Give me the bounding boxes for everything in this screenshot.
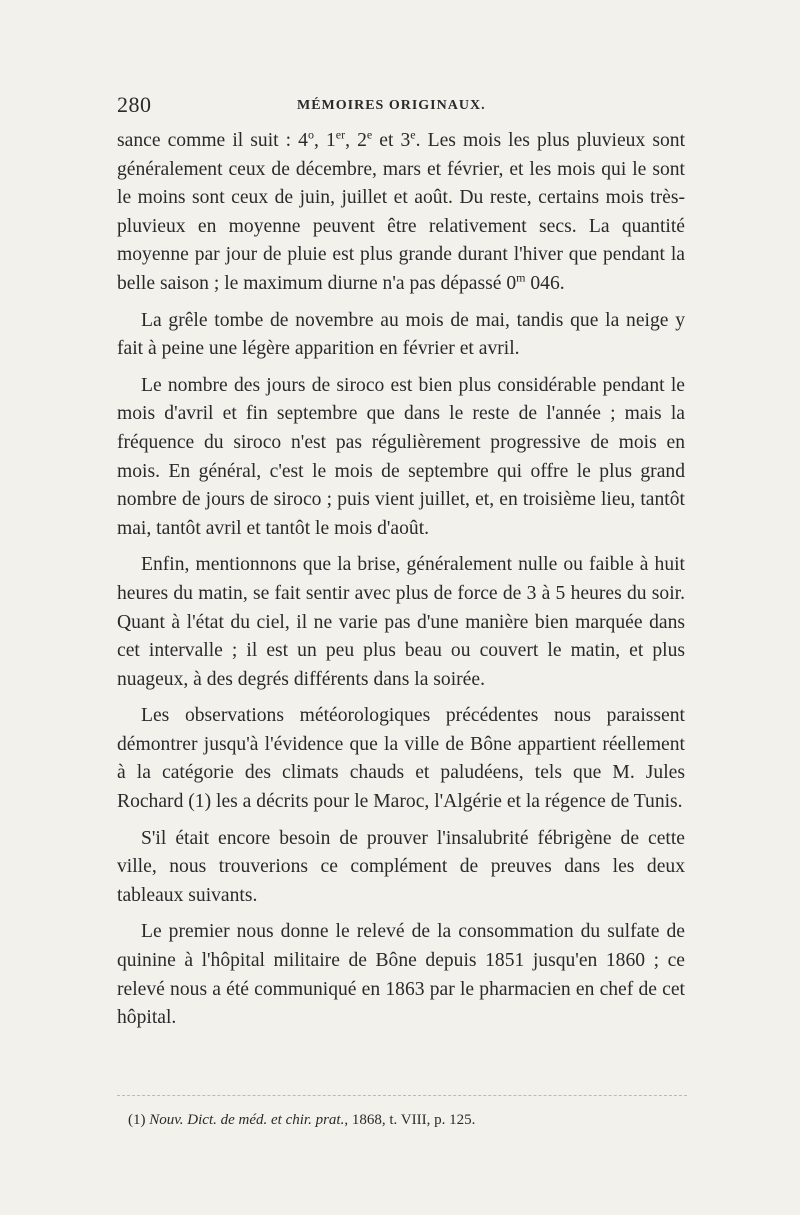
paragraph-breeze: Enfin, mentionnons que la brise, généralement nulle ou faible à huit heures du matin, se fait sentir avec plus de force de 3 à 5 heures du soir. Quant à l'état du ciel, il ne varie pas d'une manière bien marquée dans cet intervalle ; il est un peu plus beau ou couvert le matin, et plus nuageux, à des degrés différents dans la soirée. [117, 554, 685, 690]
text-run: . Les mois les plus pluvieux sont généralement ceux de décembre, mars et février, et les mois qui le sont le moins sont ceux de juin, juillet et août. Du reste, certains mois très-pluvieux en moyenne peuvent être relativement secs. La quantité moyenne par jour de pluie est plus grande durant l'hiver que pendant la belle saison ; le maximum diurne n'a pas dépassé 0 [117, 130, 686, 294]
footnote [128, 1110, 688, 1130]
body-text [117, 127, 685, 1041]
page-header [117, 92, 687, 120]
paragraph-quinine: Le premier nous donne le relevé de la consommation du sulfate de quinine à l'hôpital militaire de Bône depuis 1851 jusqu'en 1860 ; ce relevé nous a été communiqué en 1863 par le pharmacien en chef de cet hôpital. [117, 921, 685, 1029]
superscript: er [335, 127, 346, 142]
paragraph-siroco: Le nombre des jours de siroco est bien plus considérable pendant le mois d'avril et fin septembre que dans le reste de l'année ; mais la fréquence du siroco n'est pas régulièrement progressive de mois en mois. En général, c'est le mois de septembre qui offre le plus grand nombre de jours de siroco ; puis vient juillet, et, en troisième lieu, tantôt mai, tantôt avril et tantôt le mois d'août. [117, 374, 685, 539]
text-run: et 3 [372, 130, 411, 151]
paragraph-observations: Les observations météorologiques précédentes nous paraissent démontrer jusqu'à l'évidence que la ville de Bône appartient réellement à la catégorie des climats chauds et paludéens, tels que M. Jules Rochard (1) les a décrits pour le Maroc, l'Algérie et la régence de Tunis. [117, 705, 685, 813]
superscript: e [410, 127, 416, 142]
superscript: e [366, 127, 373, 142]
text-run: 046. [525, 272, 565, 294]
footnote-reference: , 1868, t. VIII, p. 125. [344, 1112, 476, 1128]
superscript: m [516, 270, 526, 285]
paragraph-insalubrity: S'il était encore besoin de prouver l'insalubrité fébrigène de cette ville, nous trouverions ce complément de preuves dans les deux tableaux suivants. [117, 827, 685, 906]
footnote-title: Nouv. Dict. de méd. et chir. prat. [149, 1112, 345, 1128]
footnote-marker: (1) [128, 1112, 150, 1128]
text-run: sance comme il suit : 4 [117, 130, 308, 151]
footnote-divider [117, 1095, 687, 1096]
page-number: 280 [117, 92, 152, 117]
superscript: o [307, 127, 314, 142]
text-run: , 1 [313, 130, 336, 151]
text-run: , 2 [345, 130, 367, 151]
paragraph-continuation [117, 127, 685, 299]
paragraph-hail-snow: La grêle tombe de novembre au mois de mai, tandis que la neige y fait à peine une légère apparition en février et avril. [117, 309, 685, 360]
running-head: MÉMOIRES ORIGINAUX. [297, 98, 486, 113]
